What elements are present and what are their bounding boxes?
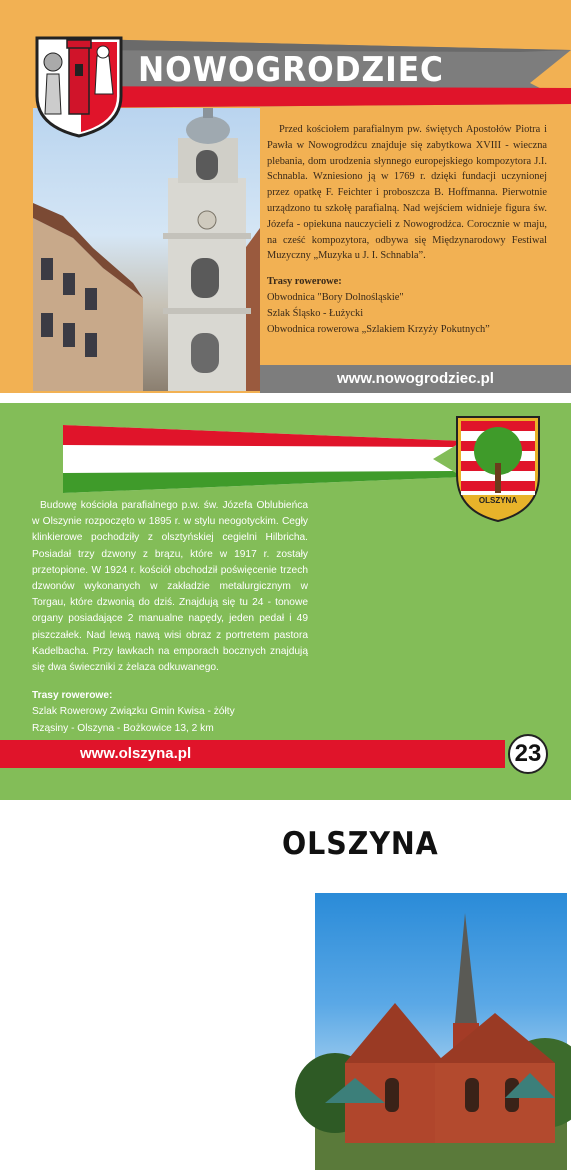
nowogrodziec-website-link[interactable]: www.nowogrodziec.pl bbox=[260, 365, 571, 393]
nowogrodziec-route-item: Szlak Śląsko - Łużycki bbox=[267, 307, 364, 319]
olszyna-route-item: Szlak Rowerowy Związku Gmin Kwisa - żółty bbox=[32, 706, 235, 718]
olszyna-route-item: Rząsiny - Olszyna - Bożkowice 13, 2 km bbox=[32, 722, 214, 734]
nowogrodziec-description bbox=[267, 122, 547, 337]
olszyna-description bbox=[32, 498, 308, 737]
nowogrodziec-title: NOWOGRODZIEC bbox=[138, 50, 444, 90]
nowogrodziec-route-item: Obwodnica "Bory Dolnośląskie" bbox=[267, 291, 404, 303]
nowogrodziec-panel bbox=[0, 0, 571, 393]
nowogrodziec-body-text: Przed kościołem parafialnym pw. świętych Apostołów Piotra i Pawła w Nowogrodźcu znajduje się zabytkowa XVIII - wieczna plebania, dom urodzenia słynnego europejskiego kompozytora J.I. Schnabla. Wzniesiono ją w 1769 r. dzięki fundacji uczynionej przez opatkę F. Feichter i proboszcza B. Hoffmanna. Pierwotnie urządzono tu szkołę parafialną. Nad wejściem widnieje figura św. Józefa - opiekuna nauczycieli z Nowogrodźca. Corocznie w maju, na cześć kompozytora, odbywa się Międzynarodowy Festiwal Muzyczny „Muzyka u J. I. Schnabla”. bbox=[267, 124, 547, 262]
olszyna-routes-heading: Trasy rowerowe: bbox=[32, 690, 113, 702]
olszyna-pennant-flag bbox=[63, 425, 463, 493]
olszyna-crest bbox=[453, 413, 543, 525]
nowogrodziec-route-item: Obwodnica rowerowa „Szlakiem Krzyży Pokutnych” bbox=[267, 323, 490, 335]
olszyna-crest-label: OLSZYNA bbox=[478, 496, 518, 505]
olszyna-church-photo bbox=[315, 893, 567, 1170]
olszyna-body-text: Budowę kościoła parafialnego p.w. św. Józefa Oblubieńca w Olszynie rozpoczęto w 1895 r. w stylu neogotyckim. Cegły klinkierowe pochodziły z olsztyńskiej cegielni Hilbricha. Posiadał trzy dzwony z brązu, które w 1917 r. zostały przetopione. W 1924 r. kościół obchodził poświęcenie trzech dzwonów wykonanych w zakładzie metalurgicznym w Torgau, które dzwonią do dziś. Znajdują się tu 24 - tonowe organy posiadające 2 manualne napędy, jeden pedał i 49 piszczałek. Nad lewą nawą wisi obraz z portretem pastora Kadelbacha. Przy ławkach na emporach bocznych znajdują się dwa świeczniki z żelaza odkuwanego. bbox=[32, 500, 308, 674]
olszyna-website-link[interactable]: www.olszyna.pl bbox=[0, 740, 505, 768]
nowogrodziec-routes-heading: Trasy rowerowe: bbox=[267, 276, 342, 288]
olszyna-panel bbox=[0, 403, 571, 862]
nowogrodziec-church-photo bbox=[33, 108, 260, 391]
nowogrodziec-crest bbox=[33, 34, 125, 140]
panel-divider bbox=[0, 393, 571, 403]
page-number: 23 bbox=[508, 734, 548, 774]
olszyna-title: OLSZYNA bbox=[282, 826, 439, 862]
